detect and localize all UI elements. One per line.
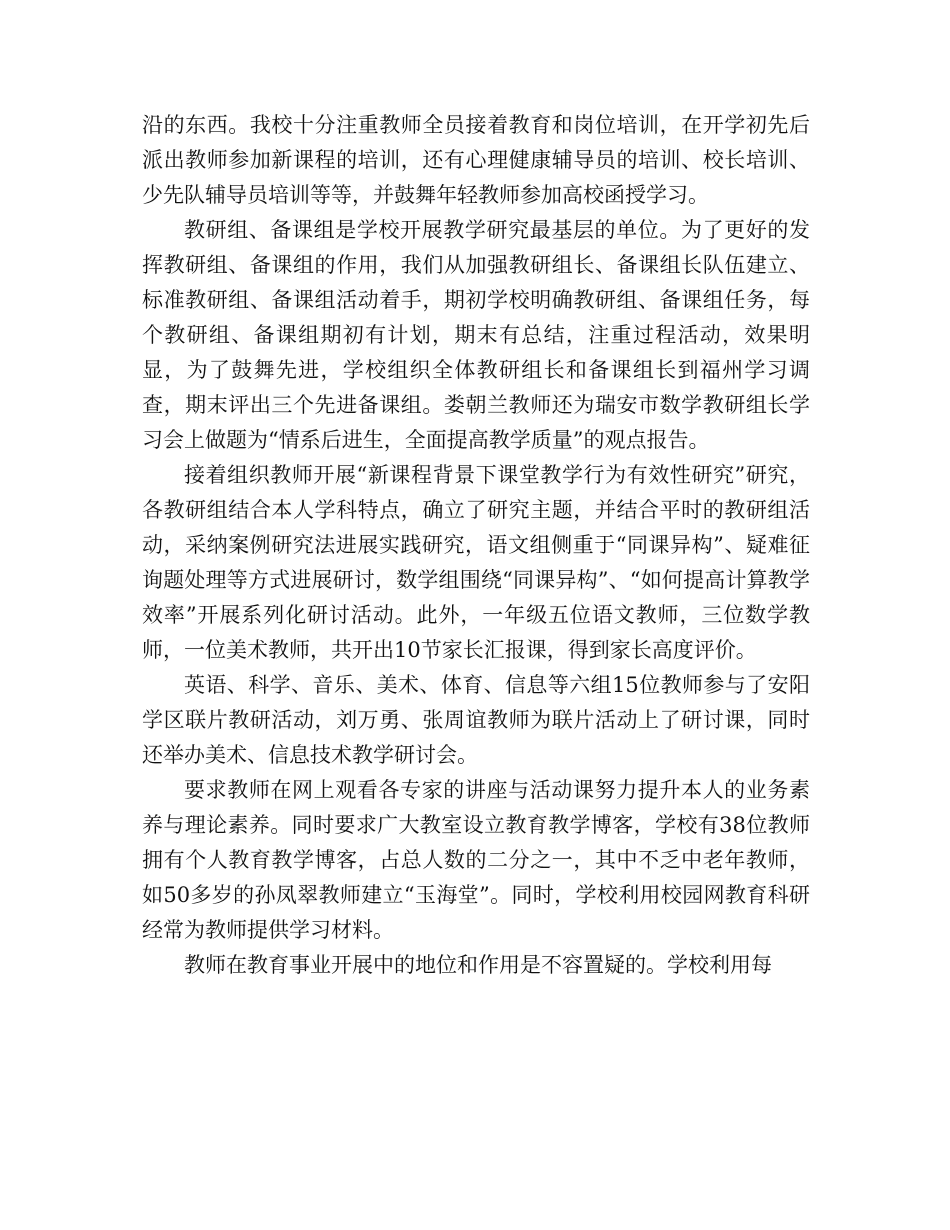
paragraph-classroom-effectiveness-research: 接着组织教师开展“新课程背景下课堂教学行为有效性研究”研究，各教研组结合本人学科特点，确立了研究主题，并结合平时的教研组活动，采纳案例研究法进展实践研究，语文组侧重于“同课异构”、疑难征询题处理等方式进展研讨，数学组围绕“同课异构”、“如何提高计算教学效率”开展系列化研讨活动。此外，一年级五位语文教师，三位数学教师，一位美术教师，共开出10节家长汇报课，得到家长高度评价。: [142, 463, 810, 662]
paragraph-joint-research-activities: 英语、科学、音乐、美术、体育、信息等六组15位教师参与了安阳学区联片教研活动，刘万勇、张周谊教师为联片活动上了研讨课，同时还举办美术、信息技术教学研讨会。: [142, 673, 810, 767]
paragraph-teacher-role: 教师在教育事业开展中的地位和作用是不容置疑的。学校利用每: [184, 953, 772, 977]
document-body: [142, 108, 810, 983]
paragraph-teaching-research-groups: 教研组、备课组是学校开展教学研究最基层的单位。为了更好的发挥教研组、备课组的作用，我们从加强教研组长、备课组长队伍建立、标准教研组、备课组活动着手，期初学校明确教研组、备课组任务，每个教研组、备课组期初有计划，期末有总结，注重过程活动，效果明显，为了鼓舞先进，学校组织全体教研组长和备课组长到福州学习调查，期末评出三个先进备课组。娄朝兰教师还为瑞安市数学教研组长学习会上做题为“情系后进生，全面提高教学质量”的观点报告。: [142, 218, 810, 452]
paragraph-online-learning-blogs: 要求教师在网上观看各专家的讲座与活动课努力提升本人的业务素养与理论素养。同时要求广大教室设立教育教学博客，学校有38位教师拥有个人教育教学博客，占总人数的二分之一，其中不乏中老年教师，如50多岁的孙凤翠教师建立“玉海堂”。同时，学校利用校园网教育科研经常为教师提供学习材料。: [142, 778, 810, 942]
paragraph-continuation: 沿的东西。我校十分注重教师全员接着教育和岗位培训，在开学初先后派出教师参加新课程的培训，还有心理健康辅导员的培训、校长培训、少先队辅导员培训等等，并鼓舞年轻教师参加高校函授学习。: [142, 113, 810, 207]
